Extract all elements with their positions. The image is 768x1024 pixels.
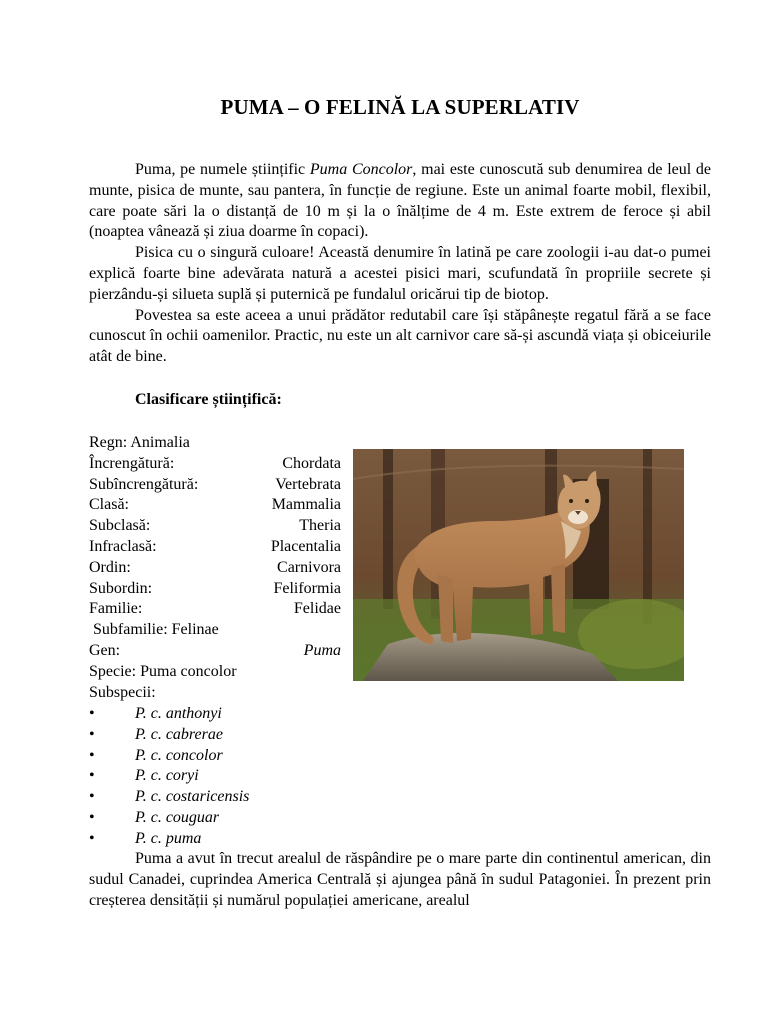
taxonomy-row: [89, 558, 341, 579]
taxonomy-value: Vertebrata: [275, 475, 341, 493]
taxonomy-label: Ordin:: [89, 558, 131, 576]
taxonomy-label: Subordin:: [89, 579, 153, 597]
subspecies-name: P. c. costaricensis: [135, 788, 250, 806]
taxonomy-row: [89, 599, 341, 620]
taxonomy-row: [89, 454, 341, 475]
tree-trunk: [643, 449, 652, 624]
subspecies-name: P. c. couguar: [135, 808, 220, 826]
puma-photo: [353, 449, 684, 681]
bullet: •: [89, 788, 95, 806]
bullet: •: [89, 746, 95, 764]
list-item: [89, 808, 249, 829]
taxonomy-row-subfamilie: [89, 620, 341, 641]
bullet: •: [89, 808, 95, 826]
taxonomy-label: Familie:: [89, 600, 143, 618]
intro-text: [89, 160, 711, 368]
taxonomy-row: [89, 516, 341, 537]
intro-paragraph-1: [89, 160, 711, 243]
taxonomy-value: Puma: [303, 641, 341, 659]
puma-eye: [569, 499, 573, 503]
taxonomy-value: Theria: [299, 517, 341, 535]
bullet: •: [89, 829, 95, 847]
subspecies-label: Subspecii:: [89, 683, 156, 701]
taxonomy-value: Placentalia: [270, 537, 341, 555]
taxonomy-value: Mammalia: [271, 496, 341, 514]
taxonomy-regn: Regn: Animalia: [89, 434, 190, 451]
taxonomy-value: Carnivora: [277, 558, 341, 576]
list-item: [89, 746, 249, 767]
taxonomy-row: [89, 579, 341, 600]
page-title: PUMA – O FELINĂ LA SUPERLATIV: [220, 95, 580, 119]
classification-heading: Clasificare științifică:: [135, 391, 282, 408]
taxonomy-label: Încrengătură:: [89, 454, 175, 472]
intro-paragraph-2: Pisica cu o singură culoare! Această denumire în latină pe care zoologii i-au dat-o pumei explică foarte bine adevărata natură a acestei pisici mari, scufundată în propriile secrete și pierzându-și silueta suplă și puternică pe fundalul oricărui tip de biotop.: [89, 244, 711, 303]
taxonomy-row-regn: [89, 433, 341, 454]
taxonomy-label: Subîncrengătură:: [89, 475, 199, 493]
taxonomy-row-subspecii: [89, 683, 341, 704]
outro-paragraph: Puma a avut în trecut arealul de răspândire pe o mare parte din continentul american, din sudul Canadei, cuprindea America Centrală și ajungea până în sudul Patagoniei. În prezent prin creșterea densității și numărul populației americane, arealul: [89, 850, 711, 909]
list-item: [89, 829, 249, 850]
scientific-name: Puma Concolor: [309, 161, 413, 178]
subspecies-name: P. c. coryi: [135, 767, 199, 785]
puma-eye: [585, 499, 589, 503]
list-item: [89, 766, 249, 787]
puma-image: [353, 449, 684, 681]
taxonomy-row: [89, 475, 341, 496]
taxonomy-label: Infraclasă:: [89, 537, 157, 555]
taxonomy-value: Felidae: [293, 600, 341, 618]
list-item: [89, 787, 249, 808]
taxonomy-row-specie: [89, 662, 341, 683]
taxonomy-row: [89, 537, 341, 558]
subspecies-name: P. c. puma: [135, 829, 202, 847]
taxonomy-value: Chordata: [282, 454, 341, 472]
bullet: •: [89, 705, 95, 722]
taxonomy-label: Subclasă:: [89, 517, 151, 535]
taxonomy-row-gen: [89, 641, 341, 662]
taxonomy-label: Gen:: [89, 641, 121, 659]
intro-p1-start: Puma, pe numele științific: [135, 161, 310, 178]
outro-text: [89, 849, 711, 911]
puma-leg: [551, 564, 565, 633]
intro-p1-end: , mai este cunoscută sub denumirea de leul de munte, pisica de munte, sau pantera, în funcție de regiune. Este un animal foarte mobil, flexibil, care poate sări la o distanță de 10 m și la o înălțime de 4 m. Este extrem de feroce și abil (noaptea vânează și ziua doarme în copaci).: [89, 161, 712, 241]
list-item: [89, 704, 249, 725]
taxonomy-list: [89, 433, 341, 703]
taxonomy-subfamilie: Subfamilie: Felinae: [93, 621, 219, 639]
subspecies-name: P. c. anthonyi: [135, 705, 222, 722]
bullet: •: [89, 767, 95, 785]
taxonomy-label: Clasă:: [89, 496, 129, 514]
subspecies-list: [89, 704, 249, 850]
subspecies-name: P. c. cabrerae: [135, 725, 223, 743]
bullet: •: [89, 725, 95, 743]
list-item: [89, 725, 249, 746]
subspecies-name: P. c. concolor: [135, 746, 223, 764]
taxonomy-specie: Specie: Puma concolor: [89, 662, 237, 680]
intro-paragraph-3: Povestea sa este aceea a unui prădător redutabil care își stăpânește regatul fără a se face cunoscut în ochii oamenilor. Practic, nu este un alt carnivor care să-și ascundă viața și obiceiurile atât de bine.: [89, 306, 711, 366]
taxonomy-value: Feliformia: [273, 579, 341, 597]
taxonomy-row: [89, 495, 341, 516]
